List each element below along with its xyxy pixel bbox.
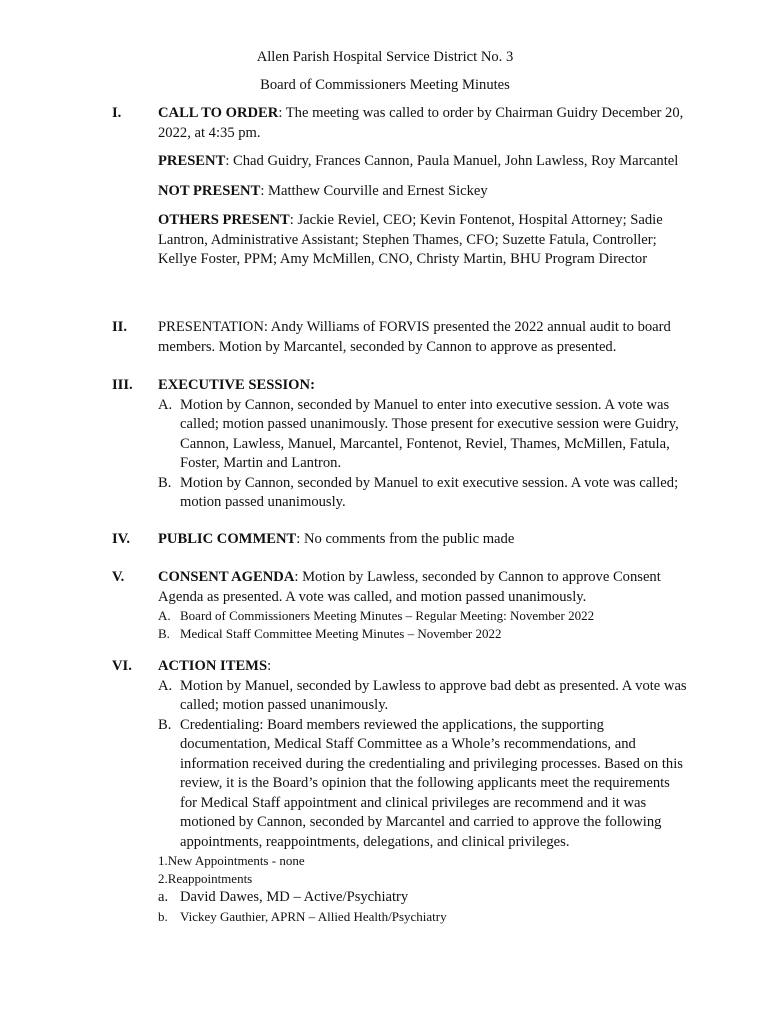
consent-agenda-paragraph <box>158 568 688 607</box>
executive-session-title: EXECUTIVE SESSION: <box>158 377 315 393</box>
section-number: III. <box>112 377 133 393</box>
item-text: Credentialing: Board members reviewed the applications, the supporting documentation, Medical Staff Committee as a Whole’s recommendations, and information received during the credentialing and privileging processes. Based on this review, it is the Board’s opinion that the following applicants meet the requirements for Medical Staff appointment and clinical privileges are recommend and it was motioned by Cannon, seconded by Marcantel and carried to approve the following appointments, reappointments, delegations, and clinical privileges. <box>180 716 683 850</box>
item-text: Motion by Manuel, seconded by Lawless to approve bad debt as presented. A vote was called; motion passed unanimously. <box>180 677 687 713</box>
section-call-to-order <box>112 104 712 270</box>
reappointments-item: 2.Reappointments <box>158 871 253 886</box>
list-item <box>158 716 688 853</box>
item-text: Board of Commissioners Meeting Minutes – Regular Meeting: November 2022 <box>180 608 595 623</box>
item-text: Medical Staff Committee Meeting Minutes – November 2022 <box>180 626 502 641</box>
public-comment-text: : No comments from the public made <box>296 531 515 547</box>
item-text: David Dawes, MD – Active/Psychiatry <box>180 889 409 905</box>
call-to-order-paragraph <box>158 104 688 143</box>
action-items-colon: : <box>267 658 272 674</box>
consent-agenda-text: : Motion by Lawless, seconded by Cannon to approve Consent Agenda as presented. A vote was called, and motion passed unanimously. <box>158 569 661 605</box>
list-item <box>158 677 688 716</box>
section-number: I. <box>112 105 122 121</box>
list-item <box>158 908 688 926</box>
not-present-paragraph <box>158 182 688 202</box>
item-letter: B. <box>158 716 172 733</box>
present-label: PRESENT <box>158 153 226 169</box>
not-present-text: : Matthew Courville and Ernest Sickey <box>260 182 488 199</box>
item-letter: A. <box>158 608 171 623</box>
header-district: Allen Parish Hospital Service District No. 3 <box>256 49 514 65</box>
public-comment-label: PUBLIC COMMENT <box>158 531 297 547</box>
action-items-title <box>158 657 688 677</box>
section-presentation <box>112 318 712 357</box>
others-present-paragraph <box>158 211 688 270</box>
item-letter: a. <box>158 889 169 905</box>
item-letter: b. <box>158 908 168 924</box>
section-number: V. <box>112 569 125 585</box>
call-to-order-label: CALL TO ORDER <box>158 105 279 121</box>
item-letter: B. <box>158 474 172 491</box>
action-items-label: ACTION ITEMS <box>158 658 268 674</box>
new-appointments-item: 1.New Appointments - none <box>158 853 305 868</box>
section-number: II. <box>112 319 128 335</box>
call-to-order-text: : The meeting was called to order by Chairman Guidry December 20, 2022, at 4:35 pm. <box>158 105 684 141</box>
others-present-label: OTHERS PRESENT <box>158 212 290 228</box>
consent-agenda-label: CONSENT AGENDA <box>158 569 295 585</box>
item-text: Motion by Cannon, seconded by Manuel to exit executive session. A vote was called; motion passed unanimously. <box>180 474 679 510</box>
others-present-text: : Jackie Reviel, CEO; Kevin Fontenot, Hospital Attorney; Sadie Lantron, Administrative Assistant; Stephen Thames, CFO; Suzette Fatula, Controller; Kellye Foster, PPM; Amy McMillen, CNO, Christy Martin, BHU Program Director <box>158 212 663 267</box>
not-present-label: NOT PRESENT <box>158 182 261 199</box>
section-number: VI. <box>112 658 132 674</box>
list-item <box>158 474 688 513</box>
list-item <box>158 396 688 474</box>
item-letter: B. <box>158 626 170 641</box>
list-item <box>158 625 688 643</box>
section-public-comment <box>112 530 712 550</box>
item-text: Motion by Cannon, seconded by Manuel to enter into executive session. A vote was called; motion passed unanimously. Those present for executive session were Guidry, Cannon, Lawless, Manuel, Marcantel, Fontenot, Reviel, Thames, McMillen, Fatula, Foster, Martin and Lantron. <box>180 396 679 471</box>
public-comment-paragraph <box>158 530 688 550</box>
item-letter: A. <box>158 677 173 694</box>
item-text: Vickey Gauthier, APRN – Allied Health/Psychiatry <box>180 908 447 924</box>
item-letter: A. <box>158 396 173 413</box>
section-action-items <box>112 657 712 926</box>
list-item <box>158 888 688 908</box>
header-title: Board of Commissioners Meeting Minutes <box>260 77 510 93</box>
section-consent-agenda <box>112 568 712 643</box>
present-paragraph <box>158 152 688 172</box>
list-item <box>158 607 688 625</box>
section-executive-session <box>112 376 712 513</box>
section-number: IV. <box>112 531 130 547</box>
present-text: : Chad Guidry, Frances Cannon, Paula Manuel, John Lawless, Roy Marcantel <box>225 153 679 169</box>
presentation-text: PRESENTATION: Andy Williams of FORVIS presented the 2022 annual audit to board members. Motion by Marcantel, seconded by Cannon to approve as presented. <box>158 319 671 355</box>
